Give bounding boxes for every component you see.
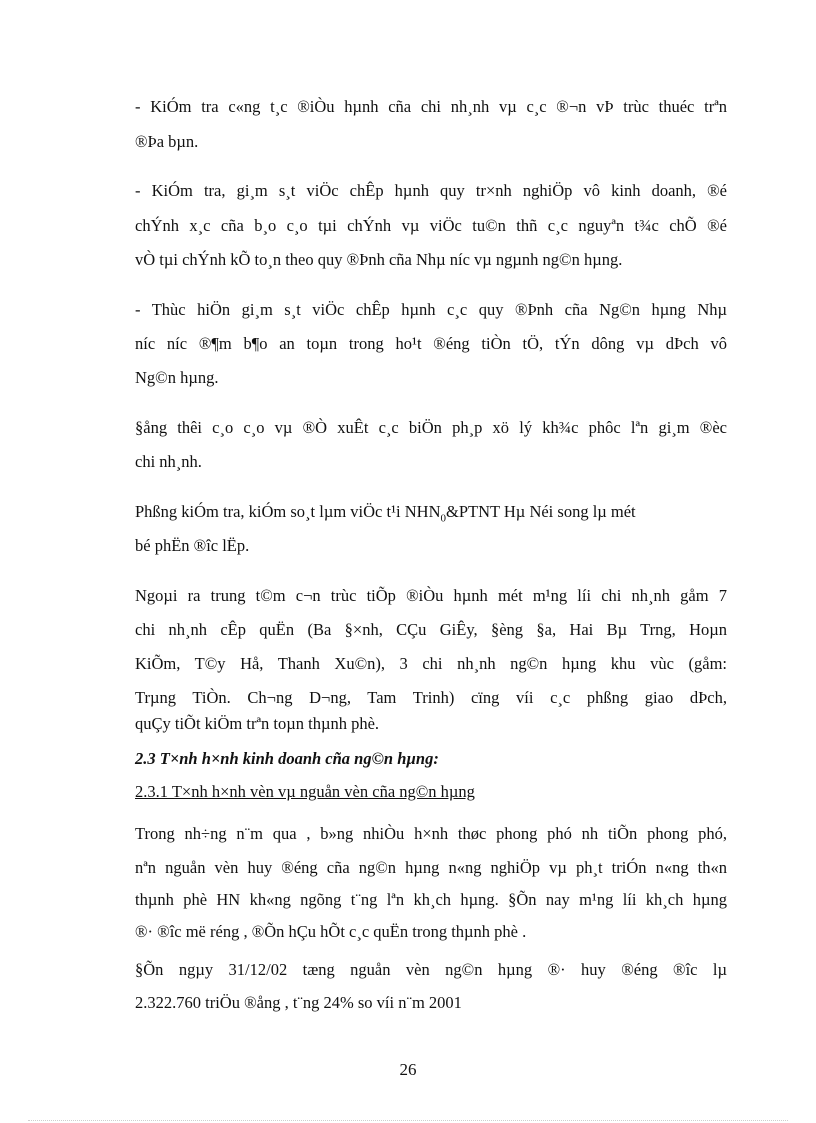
paragraph-line: Ng©n hµng. xyxy=(135,368,219,387)
paragraph-line: KiÕm, T©y Hå, Thanh Xu©n), 3 chi nh¸nh ng©n hµng khu vùc (gåm: xyxy=(135,654,727,673)
subsection-heading: 2.3.1 T×nh h×nh vèn vµ nguån vèn cña ng©n hµng xyxy=(135,782,475,801)
paragraph-line: níc níc ®¶m b¶o an toµn trong ho¹t ®éng tiÒn tÖ, tÝn dông vµ dÞch vô xyxy=(135,334,727,353)
paragraph-line: - KiÓm tra c«ng t¸c ®iÒu hµnh cña chi nh¸nh vµ c¸c ®¬n vÞ trùc thuéc trªn xyxy=(135,97,727,116)
paragraph-line: vÒ tµi chÝnh kÕ to¸n theo quy ®Þnh cña Nhµ níc vµ ngµnh ng©n hµng. xyxy=(135,250,623,269)
paragraph-line: 2.322.760 triÖu ®ång , t¨ng 24% so víi n¨m 2001 xyxy=(135,993,462,1012)
paragraph-line: chi nh¸nh. xyxy=(135,452,202,471)
paragraph-line: §ång thêi c¸o c¸o vµ ®Ò xuÊt c¸c biÖn ph¸p xö lý kh¾c phôc lªn gi¸m ®èc xyxy=(135,418,727,437)
paragraph-line: ®Þa bµn. xyxy=(135,132,199,151)
paragraph-line: nªn nguån vèn huy ®éng cña ng©n hµng n«ng nghiÖp vµ ph¸t triÓn n«ng th«n xyxy=(135,858,727,877)
paragraph-line: thµnh phè HN kh«ng ngõng t¨ng lªn kh¸ch hµng. §Õn nay m¹ng líi kh¸ch hµng xyxy=(135,890,727,909)
paragraph-line: bé phËn ®îc lËp. xyxy=(135,536,250,555)
line-text: &PTNT Hµ Néi song lµ mét xyxy=(445,502,636,521)
paragraph-line: Trµng TiÒn. Ch¬ng D¬ng, Tam Trinh) cïng víi c¸c phßng giao dÞch, xyxy=(135,688,727,707)
subscript-text: 0 xyxy=(440,512,446,525)
line-text: Phßng kiÓm tra, kiÓm so¸t lµm viÖc t¹i NHN xyxy=(135,502,441,521)
paragraph-line: ®· ®îc më réng , ®Õn hÇu hÕt c¸c quËn trong thµnh phè . xyxy=(135,922,527,941)
section-heading: 2.3 T×nh h×nh kinh doanh cña ng©n hµng: xyxy=(135,749,439,768)
page-number: 26 xyxy=(399,1060,417,1079)
page-bottom-divider xyxy=(28,1120,788,1121)
paragraph-line: - Thùc hiÖn gi¸m s¸t viÖc chÊp hµnh c¸c quy ®Þnh cña Ng©n hµng Nhµ xyxy=(135,300,727,319)
paragraph-line: §Õn ngµy 31/12/02 tæng nguån vèn ng©n hµng ®· huy ®éng ®îc lµ xyxy=(135,960,727,979)
paragraph-line: Ngoµi ra trung t©m c¬n trùc tiÕp ®iÒu hµnh mét m¹ng líi chi nh¸nh gåm 7 xyxy=(135,586,727,605)
paragraph-line: chÝnh x¸c cña b¸o c¸o tµi chÝnh vµ viÖc tu©n thñ c¸c nguyªn t¾c chÕ ®é xyxy=(135,216,727,235)
paragraph-line-with-subscript xyxy=(135,501,727,529)
paragraph-line: - KiÓm tra, gi¸m s¸t viÖc chÊp hµnh quy tr×nh nghiÖp vô kinh doanh, ®é xyxy=(135,181,727,200)
paragraph-line: quÇy tiÕt kiÖm trªn toµn thµnh phè. xyxy=(135,714,380,733)
paragraph-line: chi nh¸nh cÊp quËn (Ba §×nh, CÇu GiÊy, §èng §a, Hai Bµ Trng, Hoµn xyxy=(135,620,727,639)
paragraph-line: Trong nh÷ng n¨m qua , b»ng nhiÒu h×nh thøc phong phó nh tiÕn phong phó, xyxy=(135,824,727,843)
